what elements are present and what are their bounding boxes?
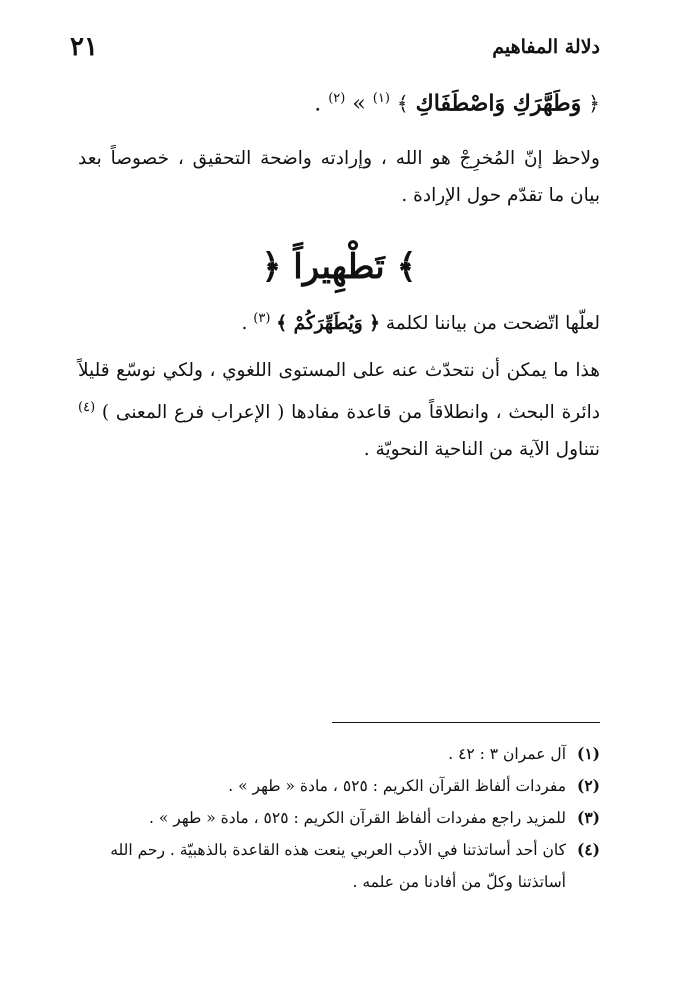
paragraph-2-text: لعلّها اتّضحت من بياننا لكلمة — [379, 313, 600, 335]
quran-verse-line — [70, 82, 600, 121]
footnote-number: (٣) — [576, 808, 600, 827]
footnote-number: (٤) — [576, 840, 600, 859]
closing-quote: » — [345, 91, 373, 117]
footnote-ref-4: (٤) — [78, 400, 96, 415]
page-number: ٢١ — [70, 32, 98, 62]
footnote-ref-3: (٣) — [253, 311, 271, 326]
paragraph-2-end: . — [241, 313, 254, 335]
paragraph-2-quran: ﴿ وَيُطَهِّرَكُمْ ﴾ — [276, 313, 380, 335]
paragraph-1: ولاحظ إنّ المُخرِجْ هو الله ، وإرادته واضحة التحقيق ، خصوصاً بعد بيان ما تقدّم حول الإرادة . — [78, 148, 600, 206]
paragraph-3-text: هذا ما يمكن أن نتحدّث عنه على المستوى اللغوي ، ولكي نوسّع قليلاً دائرة البحث ، وانطلاقاً من قاعدة مفادها ( الإعراب فرع المعنى ) — [78, 360, 600, 424]
footnote-item — [70, 802, 600, 834]
footnote-text: للمزيد راجع مفردات ألفاظ القرآن الكريم : ٥٢٥ ، مادة « طهر » . — [149, 809, 566, 827]
verse-line-end: . — [314, 91, 329, 117]
footnote-text: كان أحد أساتذتنا في الأدب العربي ينعت هذه القاعدة بالذهبيّة . رحم الله أساتذتنا وكلّ من أفادنا من علمه . — [110, 841, 566, 891]
footnote-ref-1: (١) — [372, 91, 390, 106]
paragraph-3 — [78, 352, 600, 468]
paragraph-3-end: نتناول الآية من الناحية النحويّة . — [363, 439, 600, 461]
open-ornate-bracket: ﴿ — [588, 91, 600, 116]
section-heading: ﴿ تَطْهِيراً ﴾ — [261, 247, 417, 287]
footnote-divider — [332, 722, 600, 723]
page-header — [70, 30, 600, 64]
running-title: دلالة المفاهيم — [492, 36, 600, 58]
footnote-number: (١) — [576, 744, 600, 763]
footnote-item — [70, 834, 600, 898]
close-ornate-bracket: ﴾ — [396, 91, 409, 116]
footnote-text: مفردات ألفاظ القرآن الكريم : ٥٢٥ ، مادة « طهر » . — [228, 777, 566, 795]
footnote-item — [70, 738, 600, 770]
footnote-text: آل عمران ٣ : ٤٢ . — [448, 745, 566, 763]
paragraph-2 — [78, 300, 600, 342]
footnote-item — [70, 770, 600, 802]
footnote-number: (٢) — [576, 776, 600, 795]
footnote-ref-2: (٢) — [328, 91, 346, 106]
footnotes — [70, 738, 600, 898]
quran-verse-text: وَطَهَّرَكِ وَاصْطَفَاكِ — [415, 90, 582, 117]
